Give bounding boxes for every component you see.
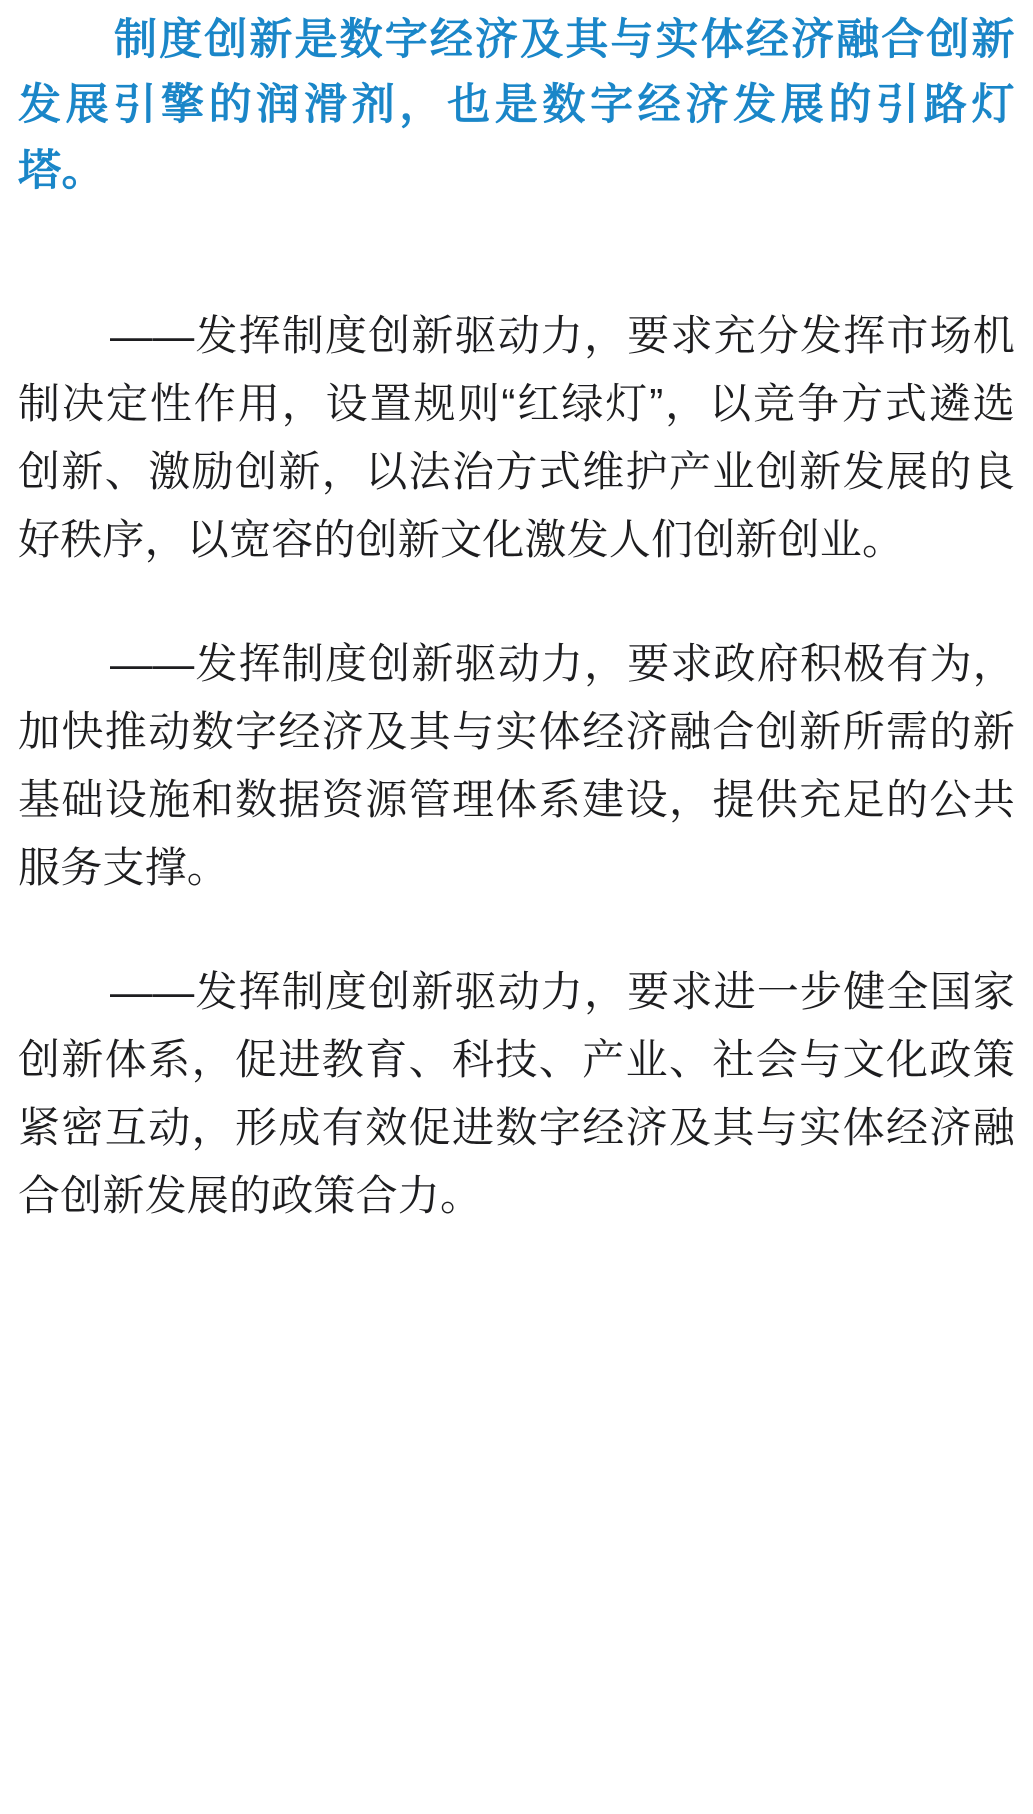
body-paragraph-1: ——发挥制度创新驱动力，要求充分发挥市场机制决定性作用，设置规则“红绿灯”，以竞争方式遴选创新、激励创新，以法治方式维护产业创新发展的良好秩序，以宽容的创新文化激发人们创新创业。 <box>18 312 1015 564</box>
lead-paragraph: 制度创新是数字经济及其与实体经济融合创新发展引擎的润滑剂，也是数字经济发展的引路灯塔。 <box>18 16 1015 195</box>
body-paragraph-2: ——发挥制度创新驱动力，要求政府积极有为，加快推动数字经济及其与实体经济融合创新所需的新基础设施和数据资源管理体系建设，提供充足的公共服务支撑。 <box>18 640 1015 892</box>
body-paragraph-3: ——发挥制度创新驱动力，要求进一步健全国家创新体系，促进教育、科技、产业、社会与文化政策紧密互动，形成有效促进数字经济及其与实体经济融合创新发展的政策合力。 <box>18 968 1015 1220</box>
section-spacer <box>18 210 1015 302</box>
